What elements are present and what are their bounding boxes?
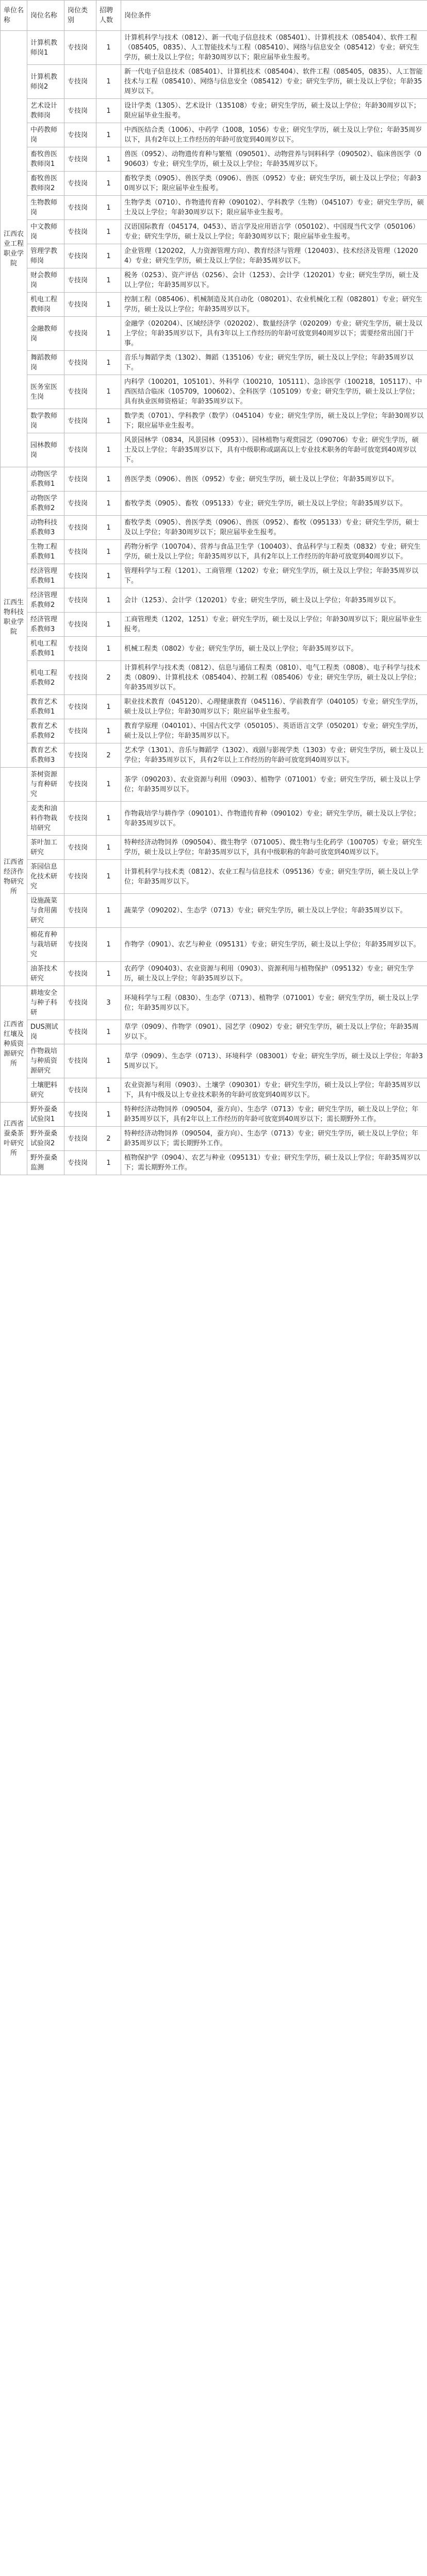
post-name-cell: 医务室医生岗 (27, 375, 64, 409)
post-name-cell: 设施蔬菜与食用菌研究 (27, 894, 64, 928)
table-row (1, 928, 427, 962)
requirements-cell: 管理科学与工程（1201）、工商管理（1202）专业；研究生学历，硕士及以上学位；年龄35周岁以下。 (121, 564, 427, 588)
post-name-cell: 教育艺术系教师3 (27, 743, 64, 768)
post-type-cell: 专技岗 (64, 1103, 96, 1127)
headcount-cell: 1 (96, 564, 121, 588)
table-row (1, 962, 427, 986)
table-row (1, 516, 427, 540)
post-type-cell: 专技岗 (64, 1127, 96, 1151)
headcount-cell: 1 (96, 351, 121, 375)
post-name-cell: 动物科技系教师3 (27, 516, 64, 540)
post-type-cell: 专技岗 (64, 962, 96, 986)
post-name-cell: 土壤肥料研究 (27, 1078, 64, 1103)
post-name-cell: 畜牧兽医教师岗1 (27, 147, 64, 172)
headcount-cell: 1 (96, 220, 121, 244)
requirements-cell: 工商管理类（1202，1251）专业；研究生学历，硕士及以上学位；年龄30周岁以下；限应届毕业生报考。 (121, 613, 427, 637)
headcount-cell: 1 (96, 588, 121, 613)
headcount-cell: 1 (96, 768, 121, 802)
table-row (1, 99, 427, 123)
post-type-cell: 专技岗 (64, 433, 96, 467)
table-row (1, 637, 427, 661)
post-type-cell: 专技岗 (64, 147, 96, 172)
post-type-cell: 专技岗 (64, 894, 96, 928)
post-name-cell: 动物医学系教师2 (27, 492, 64, 516)
requirements-cell: 生物学类（0710）、作物遗传育种（090102）、学科教学（生物）（045107）专业；研究生学历，硕士及以上学位；年龄30周岁以下；限应届毕业生报考。 (121, 196, 427, 220)
table-row (1, 1127, 427, 1151)
post-type-cell: 专技岗 (64, 1151, 96, 1175)
post-type-cell: 专技岗 (64, 743, 96, 768)
post-type-cell: 专技岗 (64, 516, 96, 540)
post-type-cell: 专技岗 (64, 564, 96, 588)
post-name-cell: 机电工程教师岗 (27, 293, 64, 317)
requirements-cell: 蔬菜学（090202）、生态学（0713）专业；研究生学历，硕士及以上学位；年龄35周岁以下。 (121, 894, 427, 928)
post-type-cell: 专技岗 (64, 244, 96, 268)
requirements-cell: 特种经济动物饲养（090504）、微生物学（071005）、微生物与生化药学（100705）专业；研究生学历，硕士及以上学位；年龄35周岁以下，具有中级职称的年龄可放宽到40周岁以下。 (121, 836, 427, 860)
requirements-cell: 金融学（020204）、区域经济学（020202）、数量经济学（020209）专业；研究生学历，硕士及以上学位；年龄35周岁以下，具有3年以上工作经历的年龄可放宽到40周岁以下；需要经常出国门干事。 (121, 317, 427, 351)
headcount-cell: 1 (96, 860, 121, 894)
headcount-cell: 1 (96, 1078, 121, 1103)
headcount-cell: 1 (96, 1044, 121, 1078)
table-row (1, 719, 427, 743)
header-headcount: 招聘人数 (96, 1, 121, 31)
post-type-cell: 专技岗 (64, 588, 96, 613)
post-type-cell: 专技岗 (64, 467, 96, 492)
post-name-cell: 机电工程系教师2 (27, 661, 64, 695)
post-name-cell: 园林教师岗 (27, 433, 64, 467)
post-name-cell: 经济管理系教师2 (27, 588, 64, 613)
post-type-cell: 专技岗 (64, 1044, 96, 1078)
post-name-cell: 茶园信息化技术研究 (27, 860, 64, 894)
table-row (1, 768, 427, 802)
post-name-cell: 教育艺术系教师2 (27, 719, 64, 743)
requirements-cell: 农药学（090403）、农业资源与利用（0903）、资源利用与植物保护（095132）专业；研究生学历，硕士及以上学位；年龄35周岁以下。 (121, 962, 427, 986)
post-type-cell: 专技岗 (64, 31, 96, 65)
table-row (1, 1044, 427, 1078)
table-row (1, 492, 427, 516)
post-name-cell: 艺术设计教师岗 (27, 99, 64, 123)
requirements-cell: 环境科学与工程（0830）、生态学（0713）、植物学（071001）专业；研究生学历，硕士及以上学位；年龄35周岁以下。 (121, 986, 427, 1020)
table-row (1, 661, 427, 695)
headcount-cell: 1 (96, 147, 121, 172)
requirements-cell: 草学（0909）、生态学（0713）、环境科学（083001）专业；研究生学历，硕士及以上学位；年龄35周岁以下。 (121, 1044, 427, 1078)
headcount-cell: 1 (96, 65, 121, 99)
table-row (1, 836, 427, 860)
unit-name-cell: 江西生物科技职业学院 (1, 467, 27, 768)
headcount-cell: 1 (96, 1020, 121, 1044)
post-name-cell: 油茶技术研究 (27, 962, 64, 986)
headcount-cell: 1 (96, 99, 121, 123)
headcount-cell: 1 (96, 719, 121, 743)
headcount-cell: 1 (96, 894, 121, 928)
post-type-cell: 专技岗 (64, 123, 96, 147)
post-type-cell: 专技岗 (64, 99, 96, 123)
headcount-cell: 1 (96, 467, 121, 492)
post-type-cell: 专技岗 (64, 317, 96, 351)
post-name-cell: 茶叶加工研究 (27, 836, 64, 860)
requirements-cell: 植物保护学（0904）、农艺与种业（095131）专业；研究生学历，硕士及以上学位；年龄35周岁以下；需长期野外工作。 (121, 1151, 427, 1175)
table-row (1, 351, 427, 375)
requirements-cell: 风景园林学（0834，风景园林（0953））、园林植物与观赏园艺（090706）专业；研究生学历，硕士及以上学位；年龄35周岁以下，具有中级职称或副高以上专业技术职务的年龄可放宽到40周岁以下。 (121, 433, 427, 467)
requirements-cell: 兽医（0952）、动物遗传育种与繁殖（090501）、动物营养与饲料科学（090502）、临床兽医学（090603）专业；研究生学历，硕士及以上学位；年龄35周岁以下。 (121, 147, 427, 172)
requirements-cell: 企业管理（120202，人力资源管理方向）、教育经济与管理（120403）、技术经济及管理（120204）专业；研究生学历，硕士及以上学位；年龄35周岁以下。 (121, 244, 427, 268)
headcount-cell: 1 (96, 637, 121, 661)
table-row (1, 564, 427, 588)
table-row (1, 293, 427, 317)
headcount-cell: 1 (96, 196, 121, 220)
headcount-cell: 1 (96, 409, 121, 433)
table-row (1, 613, 427, 637)
requirements-cell: 畜牧学类（0905）、兽医学类（0906）、兽医（0952）、畜牧（095133）专业；研究生学历，硕士及以上学位；年龄30周岁以下；限应届毕业生报考。 (121, 516, 427, 540)
table-row (1, 123, 427, 147)
headcount-cell: 1 (96, 613, 121, 637)
post-type-cell: 专技岗 (64, 1020, 96, 1044)
header-requirements: 岗位条件 (121, 1, 427, 31)
post-type-cell: 专技岗 (64, 928, 96, 962)
post-name-cell: 舞蹈教师岗 (27, 351, 64, 375)
headcount-cell: 1 (96, 317, 121, 351)
post-name-cell: 生物教师岗 (27, 196, 64, 220)
requirements-cell: 特种经济动物饲养（090504，蚕方向）、生态学（0713）专业；研究生学历，硕士及以上学位；年龄35周岁以下；需长期野外工作。 (121, 1127, 427, 1151)
post-type-cell: 专技岗 (64, 836, 96, 860)
requirements-cell: 汉语国际教育（045174，0453）、语言学及应用语言学（050102）、中国现当代文学（050106）专业；研究生学历，硕士及以上学位；年龄30周岁以下；限应届毕业生报考。 (121, 220, 427, 244)
table-body (1, 31, 427, 1175)
post-name-cell: 计算机教师岗1 (27, 31, 64, 65)
header-post-type: 岗位类别 (64, 1, 96, 31)
requirements-cell: 作物学（0901）、农艺与种业（095131）专业；研究生学历，硕士及以上学位；年龄35周岁以下。 (121, 928, 427, 962)
table-row (1, 31, 427, 65)
post-name-cell: 野外蚕桑试验岗1 (27, 1103, 64, 1127)
post-type-cell: 专技岗 (64, 268, 96, 293)
requirements-cell: 机械工程类（0802）专业；研究生学历，硕士及以上学位；年龄35周岁以下。 (121, 637, 427, 661)
requirements-cell: 畜牧学类（0905）、畜牧（095133）专业；研究生学历，硕士及以上学位；年龄35周岁以下。 (121, 492, 427, 516)
table-row (1, 894, 427, 928)
table-row (1, 433, 427, 467)
table-row (1, 196, 427, 220)
requirements-cell: 职业技术教育（045120）、心理健康教育（045116）、学前教育学（040105）专业；研究生学历，硕士及以上学位；年龄30周岁以下；限应届毕业生报考。 (121, 695, 427, 719)
requirements-cell: 畜牧学类（0905）、兽医学类（0906）、兽医（0952）专业；研究生学历，硕士及以上学位；年龄30周岁以下；限应届毕业生报考。 (121, 172, 427, 196)
requirements-cell: 艺术学（1301）、音乐与舞蹈学（1302）、戏剧与影视学类（1303）专业；研究生学历，硕士及以上学位；年龄35周岁以下，具有2年以上工作经历的年龄可放宽到40周岁以下。 (121, 743, 427, 768)
requirements-cell: 计算机科学与技术类（0812）、农业工程与信息技术（095136）专业；研究生学历，硕士及以上学位；年龄35周岁以下。 (121, 860, 427, 894)
requirements-cell: 药物分析学（100704）、营养与食品卫生学（100403）、食品科学与工程类（0832）专业；研究生学历，硕士及以上学位；年龄35周岁以下，具有2年以上工作经历的年龄可放宽到40周岁以下。 (121, 540, 427, 564)
requirements-cell: 新一代电子信息技术（085401）、计算机技术（085404）、软件工程（085405，0835）、人工智能技术与工程（085410）、网络与信息安全（085412）专业；研究生学历，硕士及以上学位；年龄35周岁以下。 (121, 65, 427, 99)
post-name-cell: 教育艺术系教师1 (27, 695, 64, 719)
post-type-cell: 专技岗 (64, 661, 96, 695)
table-row (1, 467, 427, 492)
post-name-cell: 金融教师岗 (27, 317, 64, 351)
headcount-cell: 1 (96, 1103, 121, 1127)
headcount-cell: 1 (96, 492, 121, 516)
post-name-cell: 经济管理系教师1 (27, 564, 64, 588)
post-type-cell: 专技岗 (64, 1078, 96, 1103)
post-name-cell: 财会教师岗 (27, 268, 64, 293)
requirements-cell: 控制工程（085406）、机械制造及其自动化（080201）、农业机械化工程（082801）专业；研究生学历，硕士及以上学位；年龄35周岁以下。 (121, 293, 427, 317)
headcount-cell: 1 (96, 1151, 121, 1175)
post-name-cell: 数学教师岗 (27, 409, 64, 433)
requirements-cell: 数学类（0701）、学科教学（数学）（045104）专业；研究生学历，硕士及以上学位；年龄30周岁以下；限应届毕业生报考。 (121, 409, 427, 433)
post-type-cell: 专技岗 (64, 637, 96, 661)
post-type-cell: 专技岗 (64, 492, 96, 516)
post-type-cell: 专技岗 (64, 986, 96, 1020)
table-row (1, 1151, 427, 1175)
table-row (1, 244, 427, 268)
post-type-cell: 专技岗 (64, 768, 96, 802)
table-row (1, 65, 427, 99)
headcount-cell: 1 (96, 268, 121, 293)
post-type-cell: 专技岗 (64, 375, 96, 409)
post-name-cell: 棉花育种与栽培研究 (27, 928, 64, 962)
header-post-name: 岗位名称 (27, 1, 64, 31)
headcount-cell: 1 (96, 293, 121, 317)
recruitment-table (0, 0, 427, 1175)
requirements-cell: 特种经济动物饲养（090504，蚕方向）、生态学（0713）专业；研究生学历，硕士及以上学位；年龄35周岁以下，具有2年以上工作经历的年龄可放宽到40周岁以下；需长期野外工作。 (121, 1103, 427, 1127)
requirements-cell: 会计（1253）、会计学（120201）专业；研究生学历，硕士及以上学位；年龄35周岁以下。 (121, 588, 427, 613)
post-name-cell: 畜牧兽医教师岗2 (27, 172, 64, 196)
headcount-cell: 1 (96, 31, 121, 65)
headcount-cell: 2 (96, 661, 121, 695)
post-type-cell: 专技岗 (64, 65, 96, 99)
post-name-cell: 中文教师岗 (27, 220, 64, 244)
unit-name-cell: 江西省蚕桑茶叶研究所 (1, 1103, 27, 1175)
headcount-cell: 2 (96, 743, 121, 768)
headcount-cell: 1 (96, 516, 121, 540)
table-row (1, 1020, 427, 1044)
table-row (1, 268, 427, 293)
post-name-cell: 经济管理系教师3 (27, 613, 64, 637)
table-row (1, 147, 427, 172)
post-type-cell: 专技岗 (64, 196, 96, 220)
table-row (1, 743, 427, 768)
headcount-cell: 1 (96, 540, 121, 564)
table-row (1, 588, 427, 613)
unit-name-cell: 江西省红壤及种质资源研究所 (1, 986, 27, 1103)
table-row (1, 317, 427, 351)
requirements-cell: 作物栽培学与耕作学（090101）、作物遗传育种（090102）专业；研究生学历，硕士及以上学位；年龄35周岁以下。 (121, 802, 427, 836)
requirements-cell: 计算机科学与技术类（0812）、信息与通信工程类（0810）、电气工程类（0808）、电子科学与技术类（0809）、计算机技术（085404）、控制工程（085406）专业；研究生学历，硕士及以上学位；年龄35周岁以下。 (121, 661, 427, 695)
table-row (1, 695, 427, 719)
post-name-cell: 机电工程系教师1 (27, 637, 64, 661)
post-name-cell: 计算机教师岗2 (27, 65, 64, 99)
requirements-cell: 教育学原理（040101）、中国古代文学（050105）、英语语言文学（050201）专业；研究生学历，硕士及以上学位；年龄35周岁以下。 (121, 719, 427, 743)
table-header-row (1, 1, 427, 31)
post-type-cell: 专技岗 (64, 540, 96, 564)
post-name-cell: DUS测试岗 (27, 1020, 64, 1044)
header-unit: 单位名称 (1, 1, 27, 31)
table-row (1, 172, 427, 196)
table-row (1, 409, 427, 433)
requirements-cell: 茶学（090203）、农业资源与利用（0903）、植物学（071001）专业；研究生学历，硕士及以上学位；年龄35周岁以下。 (121, 768, 427, 802)
post-name-cell: 野外蚕桑监测 (27, 1151, 64, 1175)
headcount-cell: 1 (96, 244, 121, 268)
post-name-cell: 野外蚕桑试验岗2 (27, 1127, 64, 1151)
post-name-cell: 中药教师岗 (27, 123, 64, 147)
requirements-cell: 音乐与舞蹈学类（1302）、舞蹈（135106）专业；研究生学历，硕士及以上学位；年龄35周岁以下。 (121, 351, 427, 375)
post-type-cell: 专技岗 (64, 695, 96, 719)
table-row (1, 1078, 427, 1103)
headcount-cell: 1 (96, 123, 121, 147)
headcount-cell: 1 (96, 172, 121, 196)
post-type-cell: 专技岗 (64, 409, 96, 433)
post-type-cell: 专技岗 (64, 293, 96, 317)
requirements-cell: 兽医学类（0906）、兽医（0952）专业；研究生学历，硕士及以上学位；年龄35周岁以下。 (121, 467, 427, 492)
table-row (1, 1103, 427, 1127)
headcount-cell: 1 (96, 695, 121, 719)
headcount-cell: 1 (96, 928, 121, 962)
requirements-cell: 草学（0909）、作物学（0901）、园艺学（0902）专业；研究生学历，硕士及以上学位；年龄35周岁以下。 (121, 1020, 427, 1044)
post-type-cell: 专技岗 (64, 351, 96, 375)
post-type-cell: 专技岗 (64, 719, 96, 743)
post-name-cell: 茶树资源与育种研究 (27, 768, 64, 802)
table-row (1, 220, 427, 244)
headcount-cell: 1 (96, 433, 121, 467)
headcount-cell: 3 (96, 986, 121, 1020)
headcount-cell: 1 (96, 802, 121, 836)
post-name-cell: 作物栽培与种质资源研究 (27, 1044, 64, 1078)
table-row (1, 375, 427, 409)
post-type-cell: 专技岗 (64, 860, 96, 894)
headcount-cell: 1 (96, 375, 121, 409)
table-row (1, 802, 427, 836)
requirements-cell: 计算机科学与技术（0812）、新一代电子信息技术（085401）、计算机技术（085404）、软件工程（085405，0835）、人工智能技术与工程（085410）、网络与信息安全（085412）专业；研究生学历，硕士及以上学位；年龄30周岁以下；限应届毕业生报考。 (121, 31, 427, 65)
requirements-cell: 中西医结合类（1006）、中药学（1008，1056）专业；研究生学历，硕士及以上学位；年龄35周岁以下，具有2年以上工作经历的年龄可放宽到40周岁以下。 (121, 123, 427, 147)
post-name-cell: 生物工程系教师1 (27, 540, 64, 564)
table-row (1, 986, 427, 1020)
requirements-cell: 内科学（100201，105101）、外科学（100210，105111）、急诊医学（100218，105117）、中西医结合临床（105709，100602）、全科医学（105109）专业；研究生学历，硕士及以上学位；具有执业医师资格证；年龄35周岁以下。 (121, 375, 427, 409)
table-row (1, 540, 427, 564)
post-name-cell: 管理学教师岗 (27, 244, 64, 268)
post-type-cell: 专技岗 (64, 613, 96, 637)
post-type-cell: 专技岗 (64, 802, 96, 836)
post-name-cell: 动物医学系教师1 (27, 467, 64, 492)
requirements-cell: 农业资源与利用（0903）、土壤学（090301）专业；研究生学历，硕士及以上学位；年龄35周岁以下，具有中级及以上专业技术职务的年龄可放宽到40周岁以下。 (121, 1078, 427, 1103)
headcount-cell: 1 (96, 836, 121, 860)
post-name-cell: 麦类和油料作物栽培研究 (27, 802, 64, 836)
table-row (1, 860, 427, 894)
unit-name-cell: 江西农业工程职业学院 (1, 31, 27, 467)
headcount-cell: 1 (96, 962, 121, 986)
post-type-cell: 专技岗 (64, 220, 96, 244)
headcount-cell: 2 (96, 1127, 121, 1151)
unit-name-cell: 江西省经济作物研究所 (1, 768, 27, 986)
requirements-cell: 设计学类（1305）、艺术设计（135108）专业；研究生学历，硕士及以上学位；年龄30周岁以下；限应届毕业生报考。 (121, 99, 427, 123)
requirements-cell: 税务（0253）、资产评估（0256）、会计（1253）、会计学（120201）专业；研究生学历，硕士及以上学位；年龄35周岁以下。 (121, 268, 427, 293)
post-name-cell: 耕地安全与种子科研 (27, 986, 64, 1020)
post-type-cell: 专技岗 (64, 172, 96, 196)
